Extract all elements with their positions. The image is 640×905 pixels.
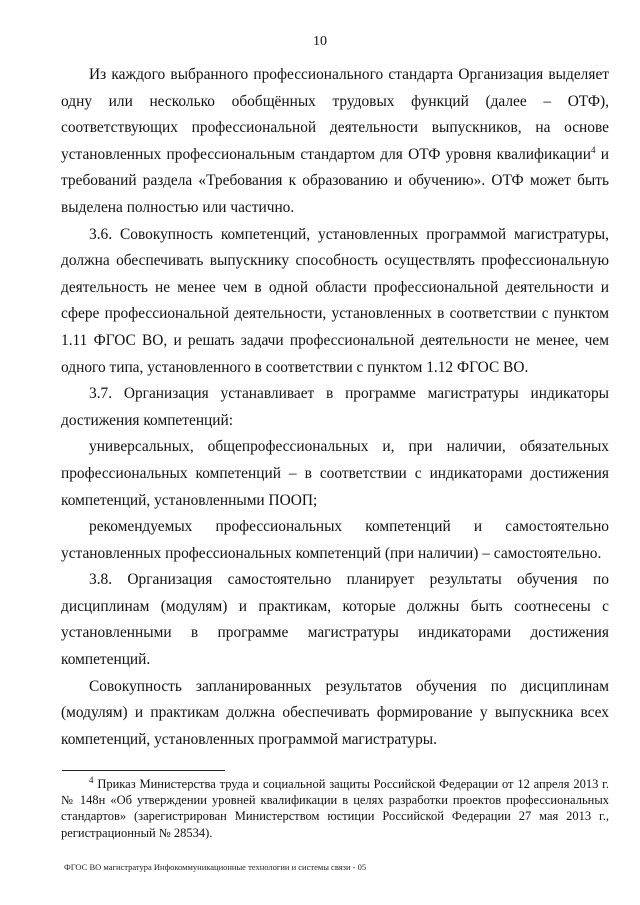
- footnote-separator: [62, 770, 225, 771]
- paragraph-3-6: 3.6. Совокупность компетенций, установленных программой магистратуры, должна обеспечивать выпускнику способность осуществлять профессиональную деятельность не менее чем в одной области профессиональной деятельности и сфере профессиональной деятельности, установленных в соответствии с пунктом 1.11 ФГОС ВО, и решать задачи профессиональной деятельности не менее, чем одного типа, установленного в соответствии с пунктом 1.12 ФГОС ВО.: [61, 225, 609, 376]
- footnote-text: Приказ Министерства труда и социальной защиты Российской Федерации от 12 апреля 2013 г. № 148н «Об утверждении уровней квалификации в целях разработки проектов профессиональных стандартов» (зарегистрирован Министерством юстиции Российской Федерации 27 мая 2013 г., регистрационный № 28534).: [61, 777, 609, 840]
- footnote-marker: 4: [89, 774, 94, 785]
- paragraph-3-8: 3.8. Организация самостоятельно планирует результаты обучения по дисциплинам (модулям) и практикам, которые должны быть соотнесены с установленными в программе магистратуры индикаторами достижения компетенций.: [61, 571, 609, 669]
- paragraph-text: Из каждого выбранного профессионального стандарта Организация выделяет одну или несколько обобщённых трудовых функций (далее – ОТФ), соответствующих профессиональной деятельности выпускников, на основе установленных профессиональным стандартом для ОТФ уровня квалификации: [61, 66, 609, 163]
- footnote: [61, 776, 609, 841]
- paragraph-universal-competencies: универсальных, общепрофессиональных и, при наличии, обязательных профессиональных компетенций – в соответствии с индикаторами достижения компетенций, установленными ПООП;: [61, 438, 609, 509]
- footnote-reference: 4: [591, 144, 596, 155]
- paragraph-text-continued: и требований раздела «Требования к образованию и обучению». ОТФ может быть выделена полностью или частично.: [61, 145, 609, 216]
- paragraph-3-7: 3.7. Организация устанавливает в программе магистратуры индикаторы достижения компетенций:: [61, 385, 609, 429]
- paragraph-learning-outcomes: Совокупность запланированных результатов обучения по дисциплинам (модулям) и практикам должна обеспечивать формирование у выпускника всех компетенций, установленных программой магистратуры.: [61, 677, 609, 748]
- paragraph-recommended-competencies: рекомендуемых профессиональных компетенций и самостоятельно установленных профессиональных компетенций (при наличии) – самостоятельно.: [61, 518, 609, 562]
- page-number: 10: [313, 34, 327, 49]
- page-footer: ФГОС ВО магистратура Инфокоммуникационные технологии и системы связи - 05: [64, 862, 367, 872]
- document-body: [61, 62, 609, 753]
- paragraph-otf: [61, 62, 609, 222]
